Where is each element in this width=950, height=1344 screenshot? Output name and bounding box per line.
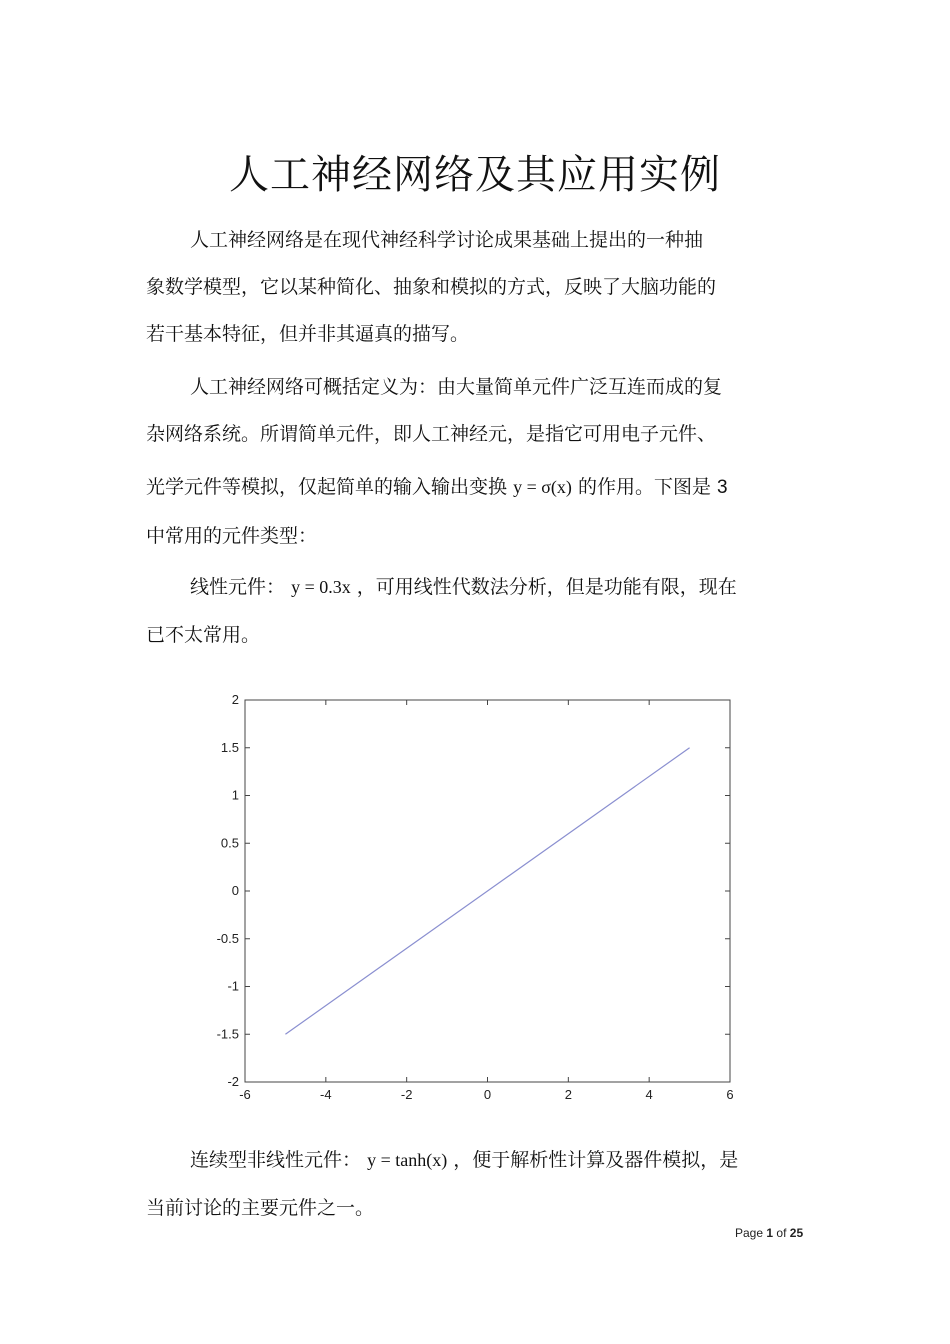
x-tick-label: -2: [400, 1087, 413, 1102]
text-line: 人工神经网络可概括定义为：由大量简单元件广泛互连而成的复: [190, 376, 723, 398]
text-line: 中常用的元件类型：: [146, 525, 318, 547]
page-current: 1: [766, 1226, 774, 1240]
x-tick-label: 0: [483, 1087, 492, 1102]
axis-ticks: [217, 692, 734, 1102]
text-line: 人工神经网络是在现代神经科学讨论成果基础上提出的一种抽: [190, 229, 704, 251]
text-segment: 光学元件等模拟，仅起简单的输入输出变换: [146, 476, 508, 498]
x-tick-label: -4: [320, 1087, 332, 1102]
y-tick-label: -2: [227, 1074, 239, 1089]
y-tick-label: 0: [231, 883, 239, 898]
text-line: [190, 1146, 738, 1174]
x-tick-label: 2: [564, 1087, 572, 1102]
math-formula: y = 0.3x: [291, 577, 351, 597]
text-segment: ，便于解析性计算及器件模拟，是: [453, 1149, 739, 1171]
math-formula: y = σ(x): [513, 477, 572, 497]
text-segment: 线性元件：: [190, 576, 286, 598]
series-line: [285, 748, 689, 1035]
text-line: 若干基本特征，但并非其逼真的描写。: [146, 323, 470, 345]
page-title: 人工神经网络及其应用实例: [229, 152, 721, 198]
y-tick-label: -1: [227, 978, 239, 994]
y-tick-label: 0.5: [220, 835, 239, 851]
text-line: 杂网络系统。所谓简单元件，即人工神经元，是指它可用电子元件、: [146, 423, 717, 445]
x-tick-label: 4: [645, 1087, 653, 1102]
text-line: [190, 573, 737, 601]
text-line: 已不太常用。: [146, 624, 261, 646]
text-segment: ，可用线性代数法分析，但是功能有限，现在: [356, 576, 737, 598]
of-word: of: [776, 1226, 787, 1240]
y-tick-label: 1: [231, 787, 239, 803]
x-tick-label: 6: [726, 1087, 734, 1102]
page-word: Page: [735, 1226, 764, 1240]
y-tick-label: -1.5: [216, 1026, 239, 1042]
text-segment: 连续型非线性元件：: [190, 1149, 362, 1171]
text-line: 当前讨论的主要元件之一。: [146, 1197, 375, 1219]
text-segment: 的作用。下图是: [577, 476, 711, 498]
text-line: [146, 473, 728, 501]
number: 3: [717, 477, 728, 498]
y-tick-label: 1.5: [220, 739, 239, 755]
math-formula: y = tanh(x): [367, 1150, 448, 1170]
linear-function-chart: [210, 688, 750, 1108]
y-tick-label: -0.5: [216, 930, 239, 946]
y-tick-label: 2: [231, 692, 239, 707]
page-total: 25: [789, 1226, 804, 1240]
x-tick-label: -6: [239, 1087, 251, 1102]
text-line: 象数学模型，它以某种简化、抽象和模拟的方式，反映了大脑功能的: [146, 276, 717, 298]
page-number: [735, 1226, 803, 1240]
series-group: [285, 748, 689, 1035]
